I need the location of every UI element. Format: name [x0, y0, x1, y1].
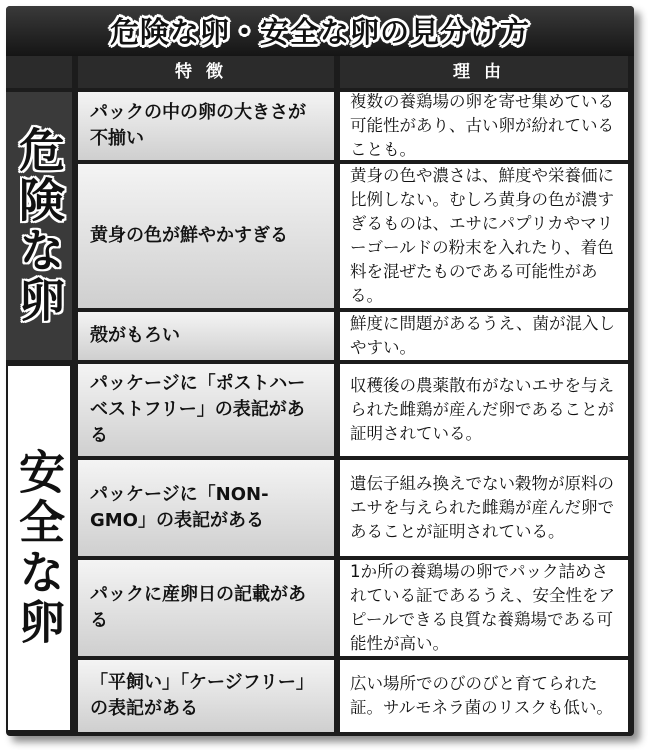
title-bar	[6, 6, 634, 56]
table-row-reason: 黄身の色や濃さは、鮮度や栄養価に比例しない。むしろ黄身の色が濃すぎるものは、エサにパプリカやマリーゴールドの粉末を入れたり、着色料を混ぜたものである可能性がある。	[340, 164, 628, 308]
page-title: 危険な卵・安全な卵の見分け方	[109, 15, 530, 49]
header-blank	[6, 56, 72, 88]
table-row-reason: 鮮度に問題があるうえ、菌が混入しやすい。	[340, 312, 628, 360]
header-reason: 理由	[340, 56, 628, 88]
table-row-reason: 収穫後の農薬散布がないエサを与えられた雌鶏が産んだ卵であることが証明されている。	[340, 364, 628, 456]
table-row-feature: 殻がもろい	[78, 312, 334, 360]
category-safe	[6, 364, 72, 732]
table-row-reason: 複数の養鶏場の卵を寄せ集めている可能性があり、古い卵が紛れていることも。	[340, 92, 628, 160]
category-danger-label: 危険な卵	[12, 126, 66, 326]
table-row-feature: 黄身の色が鮮やかすぎる	[78, 164, 334, 308]
table-row-reason: 1か所の養鶏場の卵でパック詰めされている証であるうえ、安全性をアピールできる良質な養鶏場である可能性が高い。	[340, 560, 628, 656]
table-row-reason: 広い場所でのびのびと育てられた証。サルモネラ菌のリスクも低い。	[340, 660, 628, 732]
table-row-feature: パックに産卵日の記載がある	[78, 560, 334, 656]
category-safe-label: 安全な卵	[12, 448, 66, 648]
table-row-feature: パックの中の卵の大きさが不揃い	[78, 92, 334, 160]
table-row-feature: パッケージに「ポストハーベストフリー」の表記がある	[78, 364, 334, 456]
header-feature: 特徴	[78, 56, 334, 88]
table-row-feature: 「平飼い」「ケージフリー」の表記がある	[78, 660, 334, 732]
table-row-feature: パッケージに「NON-GMO」の表記がある	[78, 460, 334, 556]
category-danger	[6, 92, 72, 360]
table-row-reason: 遺伝子組み換えでない穀物が原料のエサを与えられた雌鶏が産んだ卵であることが証明されている。	[340, 460, 628, 556]
